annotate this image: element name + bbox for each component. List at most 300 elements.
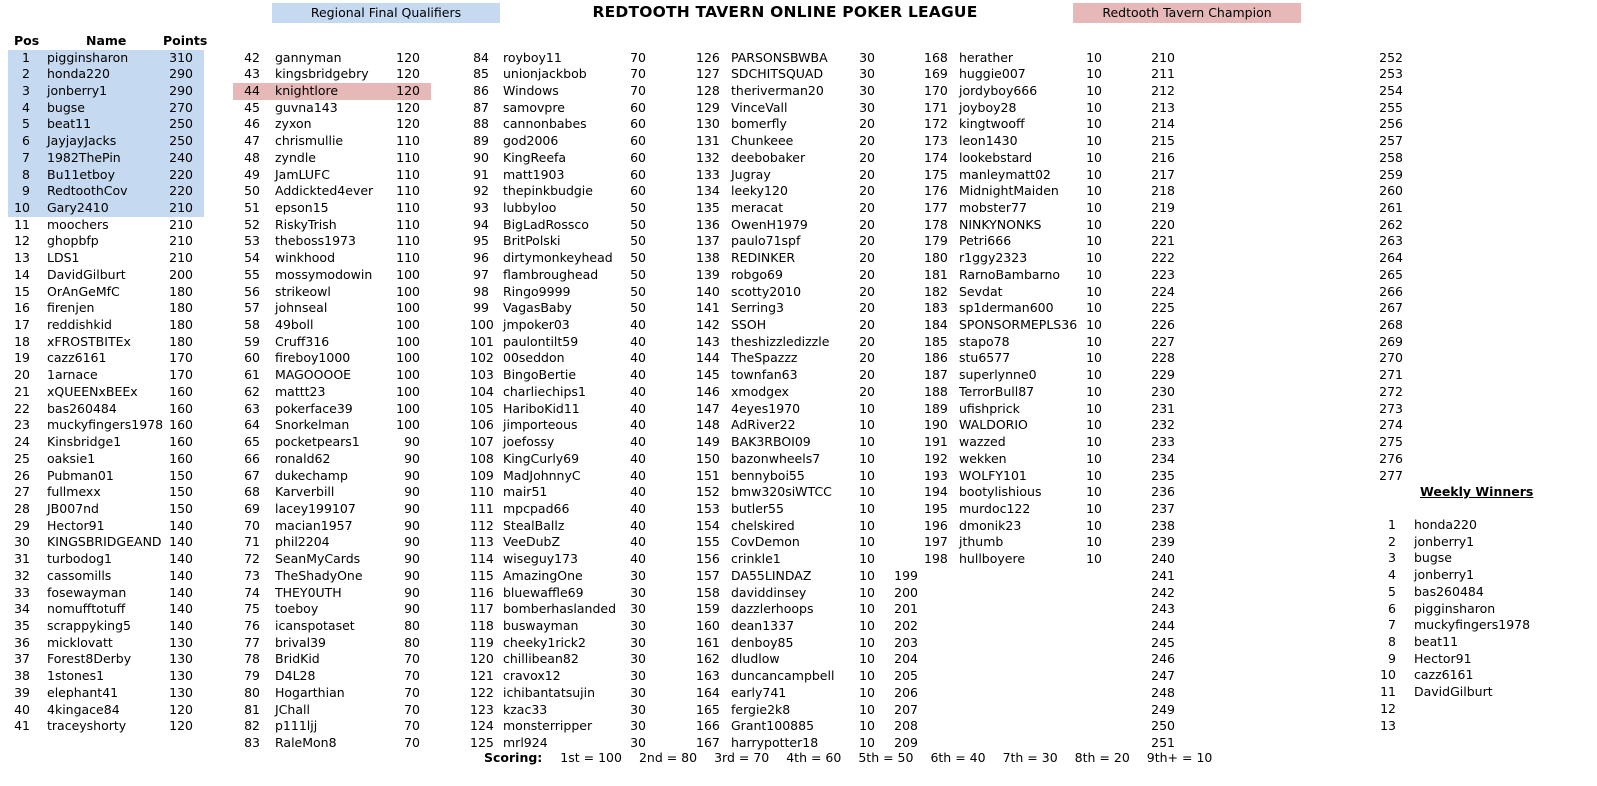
points-cell: 90: [404, 534, 420, 550]
position-cell: 159: [696, 601, 720, 617]
player-name-cell: BingoBertie: [503, 367, 577, 383]
pos-header: Pos: [14, 33, 40, 48]
standings-row: [233, 300, 431, 317]
points-cell: 90: [404, 467, 420, 483]
standings-row: [922, 217, 1108, 234]
empty-position-row: [1120, 317, 1175, 334]
points-cell: 10: [1086, 233, 1102, 249]
position-cell: 83: [244, 735, 260, 751]
position-cell: 140: [696, 283, 720, 299]
position-cell: 129: [696, 99, 720, 115]
position-cell: 145: [696, 367, 720, 383]
points-cell: 40: [630, 383, 646, 399]
position-cell: 22: [14, 400, 30, 416]
empty-position-row: [1120, 83, 1175, 100]
position-cell: 109: [470, 467, 494, 483]
empty-position-row: [860, 685, 918, 702]
points-cell: 10: [859, 668, 875, 684]
empty-position-row: [1370, 183, 1403, 200]
points-cell: 60: [630, 99, 646, 115]
standings-row: [233, 551, 431, 568]
points-cell: 30: [630, 601, 646, 617]
standings-row: [8, 133, 204, 150]
points-cell: 10: [1086, 400, 1102, 416]
player-name-cell: xQUEENxBEEx: [47, 383, 138, 399]
points-cell: 20: [859, 216, 875, 232]
points-cell: 110: [396, 216, 420, 232]
points-cell: 100: [396, 333, 420, 349]
position-cell: 272: [1379, 383, 1403, 399]
position-cell: 173: [924, 133, 948, 149]
points-cell: 10: [859, 500, 875, 516]
standings-row: [694, 401, 880, 418]
standings-row: [8, 334, 204, 351]
player-name-cell: chelskired: [731, 517, 795, 533]
points-cell: 10: [859, 450, 875, 466]
scoring-item: 8th = 20: [1074, 750, 1130, 765]
standings-row: [468, 334, 650, 351]
points-cell: 110: [396, 250, 420, 266]
standings-row: [694, 651, 880, 668]
points-cell: 10: [1086, 300, 1102, 316]
standings-row: [922, 317, 1108, 334]
points-cell: 70: [630, 49, 646, 65]
player-name-cell: turbodog1: [47, 551, 113, 567]
position-cell: 246: [1151, 651, 1175, 667]
standings-row: [694, 384, 880, 401]
position-cell: 96: [473, 250, 489, 266]
standings-row: [8, 217, 204, 234]
points-cell: 80: [404, 617, 420, 633]
player-name-cell: xmodgex: [731, 383, 789, 399]
standings-row: [468, 116, 650, 133]
position-cell: 50: [244, 183, 260, 199]
empty-position-row: [1120, 233, 1175, 250]
player-name-cell: VeeDubZ: [503, 534, 561, 550]
position-cell: 28: [14, 500, 30, 516]
standings-row: [922, 66, 1108, 83]
player-name-cell: bugse: [47, 99, 85, 115]
empty-position-row: [1120, 702, 1175, 719]
player-name-cell: JB007nd: [47, 500, 99, 516]
position-cell: 55: [244, 266, 260, 282]
player-name-cell: xFROSTBITEx: [47, 333, 131, 349]
points-cell: 10: [859, 484, 875, 500]
player-name-cell: Forest8Derby: [47, 651, 132, 667]
standings-row: [468, 568, 650, 585]
points-cell: 10: [859, 434, 875, 450]
points-cell: 210: [169, 250, 193, 266]
standings-row: [233, 233, 431, 250]
standings-row: [8, 718, 204, 735]
empty-position-row: [1370, 367, 1403, 384]
empty-position-row: [1120, 66, 1175, 83]
player-name-cell: firenjen: [47, 300, 95, 316]
position-cell: 63: [244, 400, 260, 416]
weekly-winner-row: [1372, 701, 1572, 718]
standings-row: [468, 651, 650, 668]
position-cell: 135: [696, 199, 720, 215]
position-cell: 160: [696, 617, 720, 633]
empty-position-row: [1120, 250, 1175, 267]
position-cell: 153: [696, 500, 720, 516]
player-name-cell: D4L28: [275, 668, 316, 684]
player-name-cell: winkhood: [275, 250, 336, 266]
player-name-cell: flambroughead: [503, 266, 599, 282]
player-name-cell: superlynne0: [959, 367, 1037, 383]
position-cell: 203: [894, 634, 918, 650]
standings-row: [694, 417, 880, 434]
position-cell: 149: [696, 434, 720, 450]
position-cell: 174: [924, 149, 948, 165]
standings-row: [922, 334, 1108, 351]
points-cell: 120: [169, 701, 193, 717]
position-cell: 137: [696, 233, 720, 249]
winner-name-cell: muckyfingers1978: [1414, 617, 1531, 633]
points-cell: 250: [169, 133, 193, 149]
position-cell: 111: [470, 500, 494, 516]
player-name-cell: dean1337: [731, 617, 795, 633]
player-name-cell: DavidGilburt: [47, 266, 126, 282]
player-name-cell: Hector91: [47, 517, 105, 533]
standings-row: [468, 685, 650, 702]
points-cell: 60: [630, 116, 646, 132]
standings-row: [8, 534, 204, 551]
player-name-cell: 4kingace84: [47, 701, 120, 717]
position-cell: 38: [14, 668, 30, 684]
winner-name-cell: DavidGilburt: [1414, 684, 1493, 700]
standings-row: [233, 534, 431, 551]
points-cell: 100: [396, 300, 420, 316]
player-name-cell: lacey199107: [275, 500, 356, 516]
points-cell: 10: [1086, 133, 1102, 149]
standings-row: [8, 468, 204, 485]
position-cell: 252: [1379, 49, 1403, 65]
position-cell: 258: [1379, 149, 1403, 165]
standings-row: [8, 367, 204, 384]
points-cell: 10: [859, 400, 875, 416]
points-cell: 10: [1086, 66, 1102, 82]
position-cell: 268: [1379, 317, 1403, 333]
position-cell: 228: [1151, 350, 1175, 366]
points-cell: 160: [169, 450, 193, 466]
player-name-cell: SSOH: [731, 317, 767, 333]
position-cell: 124: [470, 718, 494, 734]
position-cell: 57: [244, 300, 260, 316]
position-cell: 171: [924, 99, 948, 115]
week-number-cell: 5: [1388, 583, 1396, 599]
player-name-cell: sp1derman600: [959, 300, 1054, 316]
player-name-cell: Chunkeee: [731, 133, 794, 149]
position-cell: 79: [244, 668, 260, 684]
standings-row: [922, 150, 1108, 167]
points-cell: 70: [404, 684, 420, 700]
points-cell: 40: [630, 400, 646, 416]
standings-row: [8, 635, 204, 652]
empty-position-row: [1370, 116, 1403, 133]
standings-row: [8, 651, 204, 668]
position-cell: 238: [1151, 517, 1175, 533]
player-name-cell: KINGSBRIDGEAND: [47, 534, 162, 550]
position-cell: 30: [14, 534, 30, 550]
position-cell: 54: [244, 250, 260, 266]
points-cell: 20: [859, 350, 875, 366]
player-name-cell: bazonwheels7: [731, 450, 821, 466]
position-cell: 73: [244, 567, 260, 583]
position-cell: 274: [1379, 417, 1403, 433]
standings-row: [233, 468, 431, 485]
player-name-cell: strikeowl: [275, 283, 331, 299]
standings-row: [694, 167, 880, 184]
position-cell: 101: [470, 333, 494, 349]
position-cell: 133: [696, 166, 720, 182]
empty-position-row: [860, 568, 918, 585]
player-name-cell: honda220: [47, 66, 110, 82]
points-cell: 40: [630, 434, 646, 450]
player-name-cell: mattt23: [275, 383, 326, 399]
points-cell: 90: [404, 551, 420, 567]
player-name-cell: wazzed: [959, 434, 1006, 450]
standings-row: [8, 50, 204, 67]
position-cell: 178: [924, 216, 948, 232]
points-cell: 10: [1086, 183, 1102, 199]
scoring-item: 7th = 30: [1002, 750, 1058, 765]
name-header: Name: [86, 33, 127, 48]
standings-row: [468, 468, 650, 485]
standings-row: [922, 167, 1108, 184]
position-cell: 192: [924, 450, 948, 466]
position-cell: 169: [924, 66, 948, 82]
position-cell: 132: [696, 149, 720, 165]
standings-row: [233, 50, 431, 67]
standings-row: [233, 518, 431, 535]
position-cell: 195: [924, 500, 948, 516]
scoring-item: 1st = 100: [560, 750, 622, 765]
position-cell: 187: [924, 367, 948, 383]
position-cell: 230: [1151, 383, 1175, 399]
player-name-cell: jordyboy666: [959, 82, 1038, 98]
standings-row: [694, 267, 880, 284]
standings-row: [694, 568, 880, 585]
standings-row: [468, 200, 650, 217]
position-cell: 222: [1151, 250, 1175, 266]
player-name-cell: ufishprick: [959, 400, 1020, 416]
player-name-cell: RiskyTrish: [275, 216, 337, 232]
points-cell: 40: [630, 317, 646, 333]
player-name-cell: ichibantatsujin: [503, 684, 596, 700]
standings-row: [468, 434, 650, 451]
standings-row: [8, 233, 204, 250]
player-name-cell: WOLFY101: [959, 467, 1027, 483]
position-cell: 39: [14, 684, 30, 700]
standings-row: [694, 534, 880, 551]
standings-row: [8, 451, 204, 468]
position-cell: 86: [473, 82, 489, 98]
standings-row: [694, 334, 880, 351]
standings-row: [8, 434, 204, 451]
standings-row: [468, 668, 650, 685]
scoring-item: 2nd = 80: [638, 750, 698, 765]
position-cell: 207: [894, 701, 918, 717]
position-cell: 117: [470, 601, 494, 617]
position-cell: 17: [14, 317, 30, 333]
empty-position-row: [1120, 551, 1175, 568]
points-cell: 10: [1086, 534, 1102, 550]
points-cell: 90: [404, 450, 420, 466]
player-name-cell: 1arnace: [47, 367, 98, 383]
standings-row: [694, 501, 880, 518]
player-name-cell: scotty2010: [731, 283, 802, 299]
player-name-cell: leeky120: [731, 183, 788, 199]
player-name-cell: Pubman01: [47, 467, 114, 483]
position-cell: 215: [1151, 133, 1175, 149]
position-cell: 265: [1379, 266, 1403, 282]
player-name-cell: pokerface39: [275, 400, 353, 416]
player-name-cell: theriverman20: [731, 82, 824, 98]
points-cell: 180: [169, 333, 193, 349]
points-cell: 170: [169, 350, 193, 366]
player-name-cell: icanspotaset: [275, 617, 355, 633]
position-cell: 209: [894, 735, 918, 751]
player-name-cell: mrl924: [503, 735, 548, 751]
points-cell: 20: [859, 300, 875, 316]
position-cell: 267: [1379, 300, 1403, 316]
player-name-cell: SeanMyCards: [275, 551, 361, 567]
standings-row: [233, 317, 431, 334]
standings-row: [233, 217, 431, 234]
position-cell: 257: [1379, 133, 1403, 149]
points-cell: 10: [1086, 484, 1102, 500]
points-cell: 250: [169, 116, 193, 132]
points-cell: 160: [169, 434, 193, 450]
standings-row: [922, 116, 1108, 133]
player-name-cell: RaleMon8: [275, 735, 337, 751]
standings-row: [8, 284, 204, 301]
weekly-winner-row: [1372, 601, 1572, 618]
position-cell: 218: [1151, 183, 1175, 199]
empty-position-row: [1120, 350, 1175, 367]
position-cell: 15: [14, 283, 30, 299]
position-cell: 235: [1151, 467, 1175, 483]
position-cell: 118: [470, 617, 494, 633]
standings-row: [922, 100, 1108, 117]
week-number-cell: 9: [1388, 650, 1396, 666]
player-name-cell: brival39: [275, 634, 326, 650]
position-cell: 66: [244, 450, 260, 466]
position-cell: 106: [470, 417, 494, 433]
player-name-cell: townfan63: [731, 367, 798, 383]
position-cell: 88: [473, 116, 489, 132]
standings-row: [922, 83, 1108, 100]
position-cell: 270: [1379, 350, 1403, 366]
standings-row: [468, 83, 650, 100]
empty-position-row: [1120, 668, 1175, 685]
player-name-cell: daviddinsey: [731, 584, 807, 600]
week-number-cell: 11: [1380, 684, 1396, 700]
player-name-cell: oaksie1: [47, 450, 96, 466]
standings-row: [8, 585, 204, 602]
points-cell: 30: [630, 634, 646, 650]
empty-position-row: [860, 702, 918, 719]
player-name-cell: BritPolski: [503, 233, 561, 249]
standings-row: [922, 401, 1108, 418]
empty-position-row: [1120, 685, 1175, 702]
position-cell: 47: [244, 133, 260, 149]
player-name-cell: CovDemon: [731, 534, 800, 550]
player-name-cell: leon1430: [959, 133, 1018, 149]
empty-position-row: [1120, 267, 1175, 284]
empty-position-row: [1120, 501, 1175, 518]
standings-row: [468, 367, 650, 384]
position-cell: 259: [1379, 166, 1403, 182]
points-cell: 20: [859, 283, 875, 299]
empty-position-row: [1370, 167, 1403, 184]
standings-row: [8, 250, 204, 267]
standings-row: [468, 133, 650, 150]
position-cell: 154: [696, 517, 720, 533]
standings-row: [694, 50, 880, 67]
standings-row: [468, 50, 650, 67]
position-cell: 221: [1151, 233, 1175, 249]
week-number-cell: 4: [1388, 567, 1396, 583]
points-cell: 90: [404, 601, 420, 617]
standings-row: [468, 150, 650, 167]
points-cell: 10: [859, 718, 875, 734]
points-cell: 290: [169, 66, 193, 82]
position-cell: 67: [244, 467, 260, 483]
weekly-winner-row: [1372, 517, 1572, 534]
empty-position-row: [860, 585, 918, 602]
points-cell: 120: [396, 99, 420, 115]
position-cell: 163: [696, 668, 720, 684]
empty-position-row: [1120, 334, 1175, 351]
position-cell: 119: [470, 634, 494, 650]
player-name-cell: robgo69: [731, 266, 783, 282]
standings-row: [233, 451, 431, 468]
player-name-cell: SDCHITSQUAD: [731, 66, 824, 82]
points-cell: 220: [169, 166, 193, 182]
position-cell: 90: [473, 149, 489, 165]
player-name-cell: hullboyere: [959, 551, 1026, 567]
points-cell: 10: [859, 651, 875, 667]
position-cell: 24: [14, 434, 30, 450]
position-cell: 113: [470, 534, 494, 550]
standings-row: [694, 668, 880, 685]
standings-row: [233, 618, 431, 635]
position-cell: 40: [14, 701, 30, 717]
points-cell: 90: [404, 434, 420, 450]
points-cell: 110: [396, 149, 420, 165]
points-cell: 50: [630, 250, 646, 266]
points-cell: 210: [169, 216, 193, 232]
points-cell: 10: [1086, 99, 1102, 115]
points-cell: 40: [630, 367, 646, 383]
position-cell: 98: [473, 283, 489, 299]
position-cell: 69: [244, 500, 260, 516]
standings-row: [922, 501, 1108, 518]
empty-position-row: [1370, 401, 1403, 418]
position-cell: 200: [894, 584, 918, 600]
player-name-cell: MadJohnnyC: [503, 467, 581, 483]
points-cell: 50: [630, 233, 646, 249]
position-cell: 264: [1379, 250, 1403, 266]
player-name-cell: epson15: [275, 199, 329, 215]
position-cell: 10: [14, 199, 30, 215]
position-cell: 155: [696, 534, 720, 550]
standings-row: [233, 718, 431, 735]
player-name-cell: KingCurly69: [503, 450, 580, 466]
week-number-cell: 7: [1388, 617, 1396, 633]
